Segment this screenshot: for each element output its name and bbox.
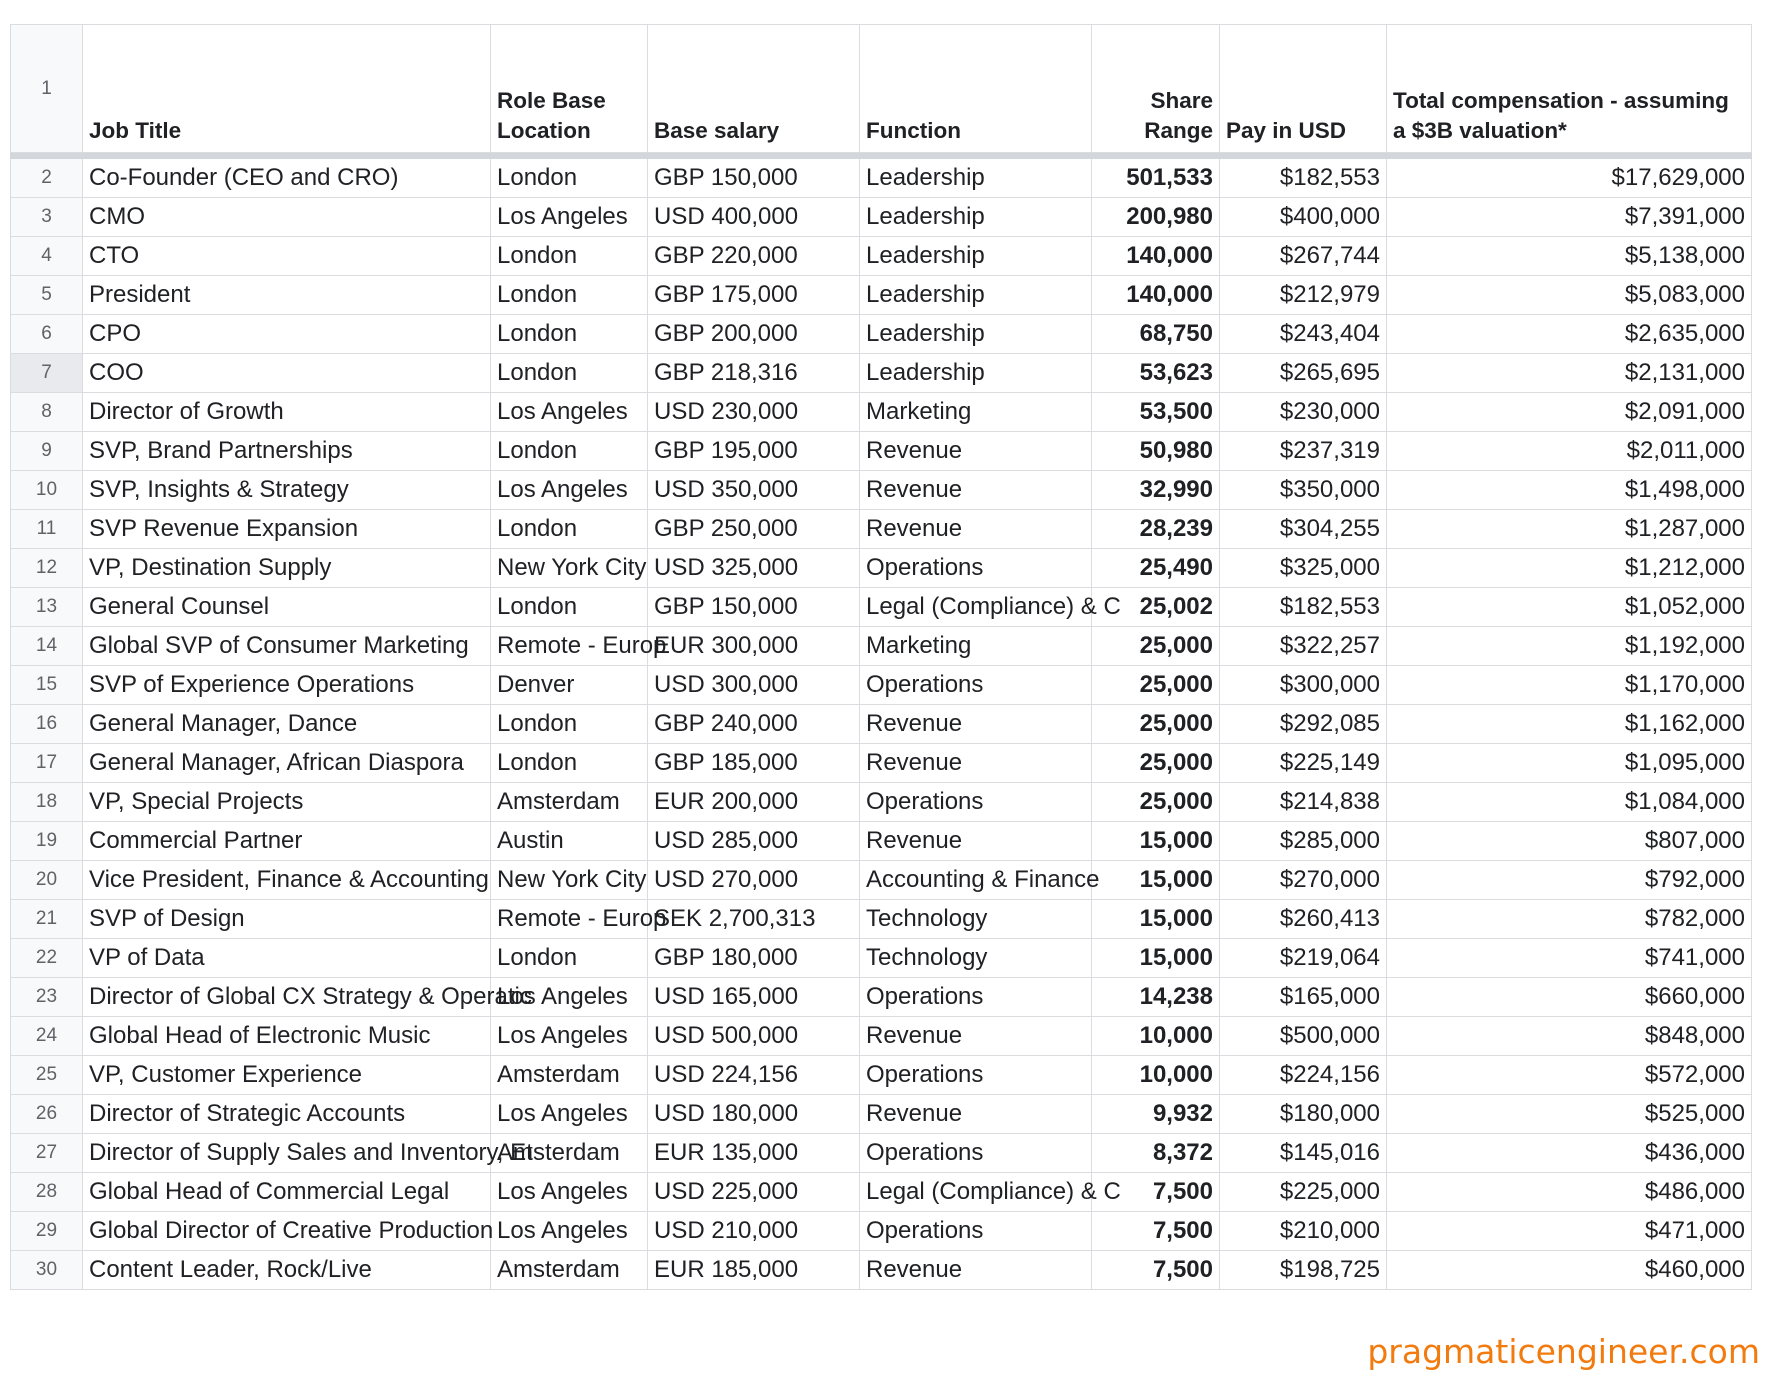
cell-function[interactable]: Operations [860, 666, 1092, 705]
cell-total-comp[interactable]: $436,000 [1387, 1134, 1752, 1173]
cell-location[interactable]: Los Angeles [491, 471, 648, 510]
cell-total-comp[interactable]: $1,287,000 [1387, 510, 1752, 549]
cell-job-title[interactable]: President [83, 276, 491, 315]
cell-location[interactable]: London [491, 588, 648, 627]
cell-total-comp[interactable]: $1,084,000 [1387, 783, 1752, 822]
header-job-title[interactable]: Job Title [83, 25, 491, 153]
row-number[interactable]: 1 [11, 25, 83, 153]
cell-base-salary[interactable]: USD 224,156 [648, 1056, 860, 1095]
row-number[interactable]: 26 [11, 1095, 83, 1134]
cell-location[interactable]: London [491, 159, 648, 198]
cell-share-range[interactable]: 15,000 [1092, 939, 1220, 978]
cell-function[interactable]: Operations [860, 783, 1092, 822]
cell-pay-usd[interactable]: $400,000 [1220, 198, 1387, 237]
table-row[interactable] [11, 978, 1752, 1017]
cell-function[interactable]: Accounting & Finance [860, 861, 1092, 900]
cell-pay-usd[interactable]: $225,000 [1220, 1173, 1387, 1212]
cell-share-range[interactable]: 140,000 [1092, 276, 1220, 315]
table-row[interactable] [11, 1017, 1752, 1056]
cell-share-range[interactable]: 32,990 [1092, 471, 1220, 510]
cell-base-salary[interactable]: USD 325,000 [648, 549, 860, 588]
cell-location[interactable]: London [491, 237, 648, 276]
cell-job-title[interactable]: SVP of Experience Operations [83, 666, 491, 705]
header-base-salary[interactable]: Base salary [648, 25, 860, 153]
cell-function[interactable]: Revenue [860, 471, 1092, 510]
cell-base-salary[interactable]: USD 225,000 [648, 1173, 860, 1212]
cell-share-range[interactable]: 8,372 [1092, 1134, 1220, 1173]
cell-share-range[interactable]: 7,500 [1092, 1173, 1220, 1212]
table-row[interactable] [11, 861, 1752, 900]
cell-pay-usd[interactable]: $237,319 [1220, 432, 1387, 471]
cell-share-range[interactable]: 10,000 [1092, 1056, 1220, 1095]
cell-total-comp[interactable]: $660,000 [1387, 978, 1752, 1017]
cell-location[interactable]: Los Angeles [491, 393, 648, 432]
table-row[interactable] [11, 1212, 1752, 1251]
cell-total-comp[interactable]: $2,131,000 [1387, 354, 1752, 393]
cell-share-range[interactable]: 25,000 [1092, 627, 1220, 666]
cell-function[interactable]: Operations [860, 1056, 1092, 1095]
cell-base-salary[interactable]: USD 285,000 [648, 822, 860, 861]
row-number[interactable]: 18 [11, 783, 83, 822]
cell-base-salary[interactable]: USD 350,000 [648, 471, 860, 510]
table-row[interactable] [11, 432, 1752, 471]
cell-pay-usd[interactable]: $225,149 [1220, 744, 1387, 783]
cell-total-comp[interactable]: $848,000 [1387, 1017, 1752, 1056]
cell-total-comp[interactable]: $525,000 [1387, 1095, 1752, 1134]
cell-base-salary[interactable]: GBP 180,000 [648, 939, 860, 978]
cell-job-title[interactable]: CMO [83, 198, 491, 237]
row-number[interactable]: 25 [11, 1056, 83, 1095]
cell-total-comp[interactable]: $1,095,000 [1387, 744, 1752, 783]
cell-function[interactable]: Revenue [860, 510, 1092, 549]
cell-function[interactable]: Marketing [860, 627, 1092, 666]
cell-function[interactable]: Legal (Compliance) & C [860, 1173, 1092, 1212]
cell-base-salary[interactable]: GBP 218,316 [648, 354, 860, 393]
row-number[interactable]: 20 [11, 861, 83, 900]
table-row[interactable] [11, 1173, 1752, 1212]
cell-base-salary[interactable]: EUR 200,000 [648, 783, 860, 822]
table-row[interactable] [11, 939, 1752, 978]
cell-share-range[interactable]: 7,500 [1092, 1212, 1220, 1251]
cell-location[interactable]: Remote - Europ [491, 627, 648, 666]
cell-share-range[interactable]: 25,000 [1092, 705, 1220, 744]
row-number[interactable]: 11 [11, 510, 83, 549]
row-number[interactable]: 15 [11, 666, 83, 705]
cell-share-range[interactable]: 15,000 [1092, 861, 1220, 900]
cell-location[interactable]: Amsterdam [491, 1056, 648, 1095]
cell-base-salary[interactable]: EUR 185,000 [648, 1251, 860, 1290]
cell-pay-usd[interactable]: $304,255 [1220, 510, 1387, 549]
cell-pay-usd[interactable]: $325,000 [1220, 549, 1387, 588]
cell-base-salary[interactable]: GBP 195,000 [648, 432, 860, 471]
cell-pay-usd[interactable]: $350,000 [1220, 471, 1387, 510]
row-number[interactable]: 2 [11, 159, 83, 198]
row-number[interactable]: 9 [11, 432, 83, 471]
cell-job-title[interactable]: Director of Global CX Strategy & Operatic [83, 978, 491, 1017]
cell-job-title[interactable]: VP of Data [83, 939, 491, 978]
cell-job-title[interactable]: CPO [83, 315, 491, 354]
cell-total-comp[interactable]: $1,162,000 [1387, 705, 1752, 744]
cell-total-comp[interactable]: $2,091,000 [1387, 393, 1752, 432]
cell-function[interactable]: Leadership [860, 315, 1092, 354]
cell-job-title[interactable]: Global Director of Creative Production [83, 1212, 491, 1251]
row-number[interactable]: 30 [11, 1251, 83, 1290]
row-number[interactable]: 3 [11, 198, 83, 237]
cell-job-title[interactable]: VP, Customer Experience [83, 1056, 491, 1095]
cell-job-title[interactable]: Co-Founder (CEO and CRO) [83, 159, 491, 198]
cell-function[interactable]: Technology [860, 900, 1092, 939]
cell-total-comp[interactable]: $1,052,000 [1387, 588, 1752, 627]
cell-pay-usd[interactable]: $500,000 [1220, 1017, 1387, 1056]
table-row[interactable] [11, 1134, 1752, 1173]
header-function[interactable]: Function [860, 25, 1092, 153]
cell-total-comp[interactable]: $486,000 [1387, 1173, 1752, 1212]
cell-pay-usd[interactable]: $180,000 [1220, 1095, 1387, 1134]
cell-function[interactable]: Operations [860, 1134, 1092, 1173]
row-number[interactable]: 14 [11, 627, 83, 666]
table-row[interactable] [11, 354, 1752, 393]
cell-location[interactable]: Denver [491, 666, 648, 705]
row-number[interactable]: 27 [11, 1134, 83, 1173]
row-number[interactable]: 13 [11, 588, 83, 627]
cell-location[interactable]: London [491, 432, 648, 471]
cell-function[interactable]: Revenue [860, 705, 1092, 744]
cell-base-salary[interactable]: USD 210,000 [648, 1212, 860, 1251]
cell-location[interactable]: Remote - Europ [491, 900, 648, 939]
cell-base-salary[interactable]: EUR 135,000 [648, 1134, 860, 1173]
cell-total-comp[interactable]: $572,000 [1387, 1056, 1752, 1095]
cell-job-title[interactable]: Global SVP of Consumer Marketing [83, 627, 491, 666]
row-number[interactable]: 10 [11, 471, 83, 510]
cell-location[interactable]: London [491, 705, 648, 744]
cell-job-title[interactable]: SVP, Insights & Strategy [83, 471, 491, 510]
table-row[interactable] [11, 666, 1752, 705]
cell-pay-usd[interactable]: $267,744 [1220, 237, 1387, 276]
cell-share-range[interactable]: 28,239 [1092, 510, 1220, 549]
table-row[interactable] [11, 276, 1752, 315]
table-row[interactable] [11, 237, 1752, 276]
table-row[interactable] [11, 705, 1752, 744]
cell-location[interactable]: London [491, 744, 648, 783]
row-number[interactable]: 5 [11, 276, 83, 315]
row-number[interactable]: 28 [11, 1173, 83, 1212]
cell-total-comp[interactable]: $471,000 [1387, 1212, 1752, 1251]
cell-function[interactable]: Legal (Compliance) & C [860, 588, 1092, 627]
table-row[interactable] [11, 315, 1752, 354]
cell-share-range[interactable]: 15,000 [1092, 900, 1220, 939]
cell-total-comp[interactable]: $5,083,000 [1387, 276, 1752, 315]
cell-function[interactable]: Operations [860, 549, 1092, 588]
cell-job-title[interactable]: VP, Special Projects [83, 783, 491, 822]
cell-function[interactable]: Leadership [860, 354, 1092, 393]
table-row[interactable] [11, 1056, 1752, 1095]
cell-total-comp[interactable]: $741,000 [1387, 939, 1752, 978]
row-number[interactable]: 4 [11, 237, 83, 276]
cell-pay-usd[interactable]: $230,000 [1220, 393, 1387, 432]
cell-pay-usd[interactable]: $145,016 [1220, 1134, 1387, 1173]
cell-base-salary[interactable]: USD 165,000 [648, 978, 860, 1017]
cell-total-comp[interactable]: $2,011,000 [1387, 432, 1752, 471]
cell-base-salary[interactable]: SEK 2,700,313 [648, 900, 860, 939]
cell-pay-usd[interactable]: $182,553 [1220, 588, 1387, 627]
cell-pay-usd[interactable]: $212,979 [1220, 276, 1387, 315]
cell-location[interactable]: London [491, 510, 648, 549]
cell-location[interactable]: Amsterdam [491, 783, 648, 822]
cell-total-comp[interactable]: $1,192,000 [1387, 627, 1752, 666]
cell-total-comp[interactable]: $782,000 [1387, 900, 1752, 939]
row-number[interactable]: 29 [11, 1212, 83, 1251]
cell-function[interactable]: Revenue [860, 1095, 1092, 1134]
cell-location[interactable]: Austin [491, 822, 648, 861]
cell-job-title[interactable]: Commercial Partner [83, 822, 491, 861]
row-number[interactable]: 22 [11, 939, 83, 978]
cell-function[interactable]: Operations [860, 978, 1092, 1017]
cell-location[interactable]: Los Angeles [491, 198, 648, 237]
table-row[interactable] [11, 588, 1752, 627]
cell-job-title[interactable]: Global Head of Commercial Legal [83, 1173, 491, 1212]
cell-job-title[interactable]: SVP, Brand Partnerships [83, 432, 491, 471]
cell-location[interactable]: New York City [491, 549, 648, 588]
cell-location[interactable]: Los Angeles [491, 1212, 648, 1251]
watermark-text: pragmaticengineer.com [1367, 1332, 1760, 1371]
header-total-comp[interactable]: Total compensation - assuming a $3B valuation* [1387, 25, 1752, 153]
cell-base-salary[interactable]: GBP 150,000 [648, 159, 860, 198]
table-row[interactable] [11, 198, 1752, 237]
header-row [11, 25, 1752, 153]
cell-pay-usd[interactable]: $260,413 [1220, 900, 1387, 939]
table-row[interactable] [11, 783, 1752, 822]
cell-total-comp[interactable]: $792,000 [1387, 861, 1752, 900]
cell-pay-usd[interactable]: $322,257 [1220, 627, 1387, 666]
cell-total-comp[interactable]: $5,138,000 [1387, 237, 1752, 276]
cell-pay-usd[interactable]: $243,404 [1220, 315, 1387, 354]
cell-pay-usd[interactable]: $270,000 [1220, 861, 1387, 900]
cell-function[interactable]: Revenue [860, 1251, 1092, 1290]
row-number[interactable]: 23 [11, 978, 83, 1017]
cell-job-title[interactable]: Director of Growth [83, 393, 491, 432]
cell-share-range[interactable]: 140,000 [1092, 237, 1220, 276]
cell-total-comp[interactable]: $2,635,000 [1387, 315, 1752, 354]
cell-function[interactable]: Technology [860, 939, 1092, 978]
cell-share-range[interactable]: 25,000 [1092, 783, 1220, 822]
cell-pay-usd[interactable]: $265,695 [1220, 354, 1387, 393]
cell-total-comp[interactable]: $7,391,000 [1387, 198, 1752, 237]
cell-location[interactable]: Los Angeles [491, 1095, 648, 1134]
cell-base-salary[interactable]: GBP 250,000 [648, 510, 860, 549]
table-row[interactable] [11, 1095, 1752, 1134]
cell-share-range[interactable]: 200,980 [1092, 198, 1220, 237]
cell-share-range[interactable]: 15,000 [1092, 822, 1220, 861]
header-share-range[interactable]: Share Range [1092, 25, 1220, 153]
cell-pay-usd[interactable]: $292,085 [1220, 705, 1387, 744]
cell-pay-usd[interactable]: $198,725 [1220, 1251, 1387, 1290]
cell-total-comp[interactable]: $460,000 [1387, 1251, 1752, 1290]
cell-function[interactable]: Leadership [860, 237, 1092, 276]
cell-base-salary[interactable]: USD 230,000 [648, 393, 860, 432]
cell-function[interactable]: Revenue [860, 822, 1092, 861]
cell-location[interactable]: London [491, 939, 648, 978]
cell-location[interactable]: London [491, 315, 648, 354]
cell-total-comp[interactable]: $17,629,000 [1387, 159, 1752, 198]
cell-pay-usd[interactable]: $214,838 [1220, 783, 1387, 822]
cell-job-title[interactable]: SVP of Design [83, 900, 491, 939]
row-number[interactable]: 17 [11, 744, 83, 783]
cell-pay-usd[interactable]: $182,553 [1220, 159, 1387, 198]
spreadsheet-grid[interactable] [10, 24, 1752, 1290]
cell-job-title[interactable]: SVP Revenue Expansion [83, 510, 491, 549]
cell-share-range[interactable]: 25,000 [1092, 744, 1220, 783]
row-number[interactable]: 7 [11, 354, 83, 393]
table-row[interactable] [11, 393, 1752, 432]
cell-base-salary[interactable]: USD 400,000 [648, 198, 860, 237]
cell-job-title[interactable]: Vice President, Finance & Accounting [83, 861, 491, 900]
cell-base-salary[interactable]: GBP 150,000 [648, 588, 860, 627]
cell-location[interactable]: Los Angeles [491, 1173, 648, 1212]
row-number[interactable]: 8 [11, 393, 83, 432]
cell-location[interactable]: Amsterdam [491, 1251, 648, 1290]
cell-job-title[interactable]: CTO [83, 237, 491, 276]
table-row[interactable] [11, 471, 1752, 510]
cell-job-title[interactable]: General Manager, Dance [83, 705, 491, 744]
cell-function[interactable]: Revenue [860, 432, 1092, 471]
row-number[interactable]: 21 [11, 900, 83, 939]
table-row[interactable] [11, 627, 1752, 666]
cell-share-range[interactable]: 14,238 [1092, 978, 1220, 1017]
row-number[interactable]: 6 [11, 315, 83, 354]
table-row[interactable] [11, 159, 1752, 198]
cell-base-salary[interactable]: USD 270,000 [648, 861, 860, 900]
cell-location[interactable]: London [491, 276, 648, 315]
cell-share-range[interactable]: 50,980 [1092, 432, 1220, 471]
row-number[interactable]: 12 [11, 549, 83, 588]
cell-base-salary[interactable]: GBP 175,000 [648, 276, 860, 315]
cell-function[interactable]: Leadership [860, 198, 1092, 237]
cell-share-range[interactable]: 9,932 [1092, 1095, 1220, 1134]
cell-base-salary[interactable]: USD 500,000 [648, 1017, 860, 1056]
header-pay-usd[interactable]: Pay in USD [1220, 25, 1387, 153]
cell-share-range[interactable]: 68,750 [1092, 315, 1220, 354]
cell-base-salary[interactable]: GBP 200,000 [648, 315, 860, 354]
row-number[interactable]: 24 [11, 1017, 83, 1056]
cell-job-title[interactable]: Content Leader, Rock/Live [83, 1251, 491, 1290]
cell-share-range[interactable]: 7,500 [1092, 1251, 1220, 1290]
row-number[interactable]: 16 [11, 705, 83, 744]
cell-base-salary[interactable]: GBP 220,000 [648, 237, 860, 276]
cell-pay-usd[interactable]: $224,156 [1220, 1056, 1387, 1095]
cell-location[interactable]: Los Angeles [491, 978, 648, 1017]
cell-pay-usd[interactable]: $219,064 [1220, 939, 1387, 978]
cell-base-salary[interactable]: GBP 185,000 [648, 744, 860, 783]
cell-job-title[interactable]: Director of Supply Sales and Inventory, Et [83, 1134, 491, 1173]
cell-total-comp[interactable]: $1,170,000 [1387, 666, 1752, 705]
cell-share-range[interactable]: 25,490 [1092, 549, 1220, 588]
cell-base-salary[interactable]: EUR 300,000 [648, 627, 860, 666]
cell-function[interactable]: Revenue [860, 744, 1092, 783]
cell-share-range[interactable]: 53,623 [1092, 354, 1220, 393]
header-location[interactable]: Role Base Location [491, 25, 648, 153]
cell-job-title[interactable]: COO [83, 354, 491, 393]
cell-share-range[interactable]: 53,500 [1092, 393, 1220, 432]
cell-job-title[interactable]: General Counsel [83, 588, 491, 627]
cell-job-title[interactable]: VP, Destination Supply [83, 549, 491, 588]
cell-pay-usd[interactable]: $300,000 [1220, 666, 1387, 705]
table-row[interactable] [11, 549, 1752, 588]
cell-share-range[interactable]: 501,533 [1092, 159, 1220, 198]
cell-base-salary[interactable]: USD 180,000 [648, 1095, 860, 1134]
cell-share-range[interactable]: 25,002 [1092, 588, 1220, 627]
cell-base-salary[interactable]: GBP 240,000 [648, 705, 860, 744]
table-row[interactable] [11, 822, 1752, 861]
cell-function[interactable]: Marketing [860, 393, 1092, 432]
cell-job-title[interactable]: Global Head of Electronic Music [83, 1017, 491, 1056]
cell-total-comp[interactable]: $1,498,000 [1387, 471, 1752, 510]
cell-pay-usd[interactable]: $210,000 [1220, 1212, 1387, 1251]
cell-function[interactable]: Leadership [860, 159, 1092, 198]
cell-location[interactable]: Los Angeles [491, 1017, 648, 1056]
cell-location[interactable]: Amsterdam [491, 1134, 648, 1173]
cell-function[interactable]: Operations [860, 1212, 1092, 1251]
cell-location[interactable]: London [491, 354, 648, 393]
table-row[interactable] [11, 1251, 1752, 1290]
row-number[interactable]: 19 [11, 822, 83, 861]
cell-job-title[interactable]: Director of Strategic Accounts [83, 1095, 491, 1134]
cell-base-salary[interactable]: USD 300,000 [648, 666, 860, 705]
cell-share-range[interactable]: 25,000 [1092, 666, 1220, 705]
cell-function[interactable]: Leadership [860, 276, 1092, 315]
cell-pay-usd[interactable]: $165,000 [1220, 978, 1387, 1017]
cell-job-title[interactable]: General Manager, African Diaspora [83, 744, 491, 783]
cell-function[interactable]: Revenue [860, 1017, 1092, 1056]
cell-pay-usd[interactable]: $285,000 [1220, 822, 1387, 861]
cell-share-range[interactable]: 10,000 [1092, 1017, 1220, 1056]
table-row[interactable] [11, 900, 1752, 939]
cell-location[interactable]: New York City [491, 861, 648, 900]
cell-total-comp[interactable]: $807,000 [1387, 822, 1752, 861]
table-row[interactable] [11, 510, 1752, 549]
table-row[interactable] [11, 744, 1752, 783]
cell-total-comp[interactable]: $1,212,000 [1387, 549, 1752, 588]
